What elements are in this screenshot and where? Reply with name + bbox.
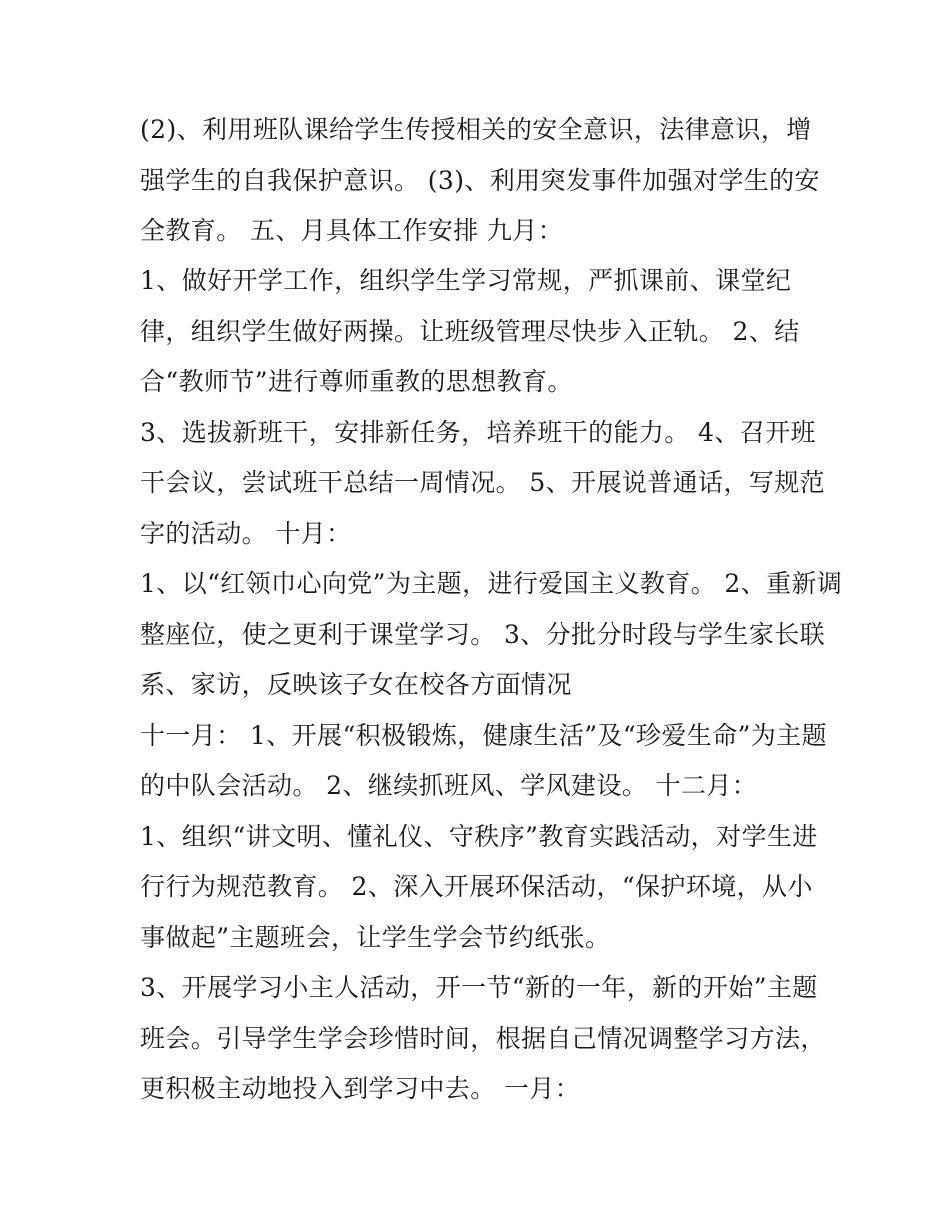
text-line: 字的活动。 十月： [140,519,352,548]
text-line: 事做起”主题班会，让学生学会节约纸张。 [140,923,611,952]
text-line: 强学生的自我保护意识。 (3)、利用突发事件加强对学生的安 [140,166,820,195]
text-line: (2)、利用班队课给学生传授相关的安全意识，法律意识，增 [140,115,812,144]
text-line: 律，组织学生做好两操。让班级管理尽快步入正轨。 2、结 [140,317,800,346]
text-line: 1、以“红领巾心向党”为主题，进行爱国主义教育。 2、重新调 [140,569,843,598]
text-line: 的中队会活动。 2、继续抓班风、学风建设。 十二月： [140,771,758,800]
text-line: 整座位，使之更利于课堂学习。 3、分批分时段与学生家长联 [140,620,826,649]
text-line: 3、开展学习小主人活动，开一节“新的一年，新的开始”主题 [140,973,818,1002]
text-line: 1、做好开学工作，组织学生学习常规，严抓课前、课堂纪 [140,266,792,295]
text-line: 班会。引导学生学会珍惜时间，根据自己情况调整学习方法， [140,1024,826,1053]
text-line: 行行为规范教育。 2、深入开展环保活动，“保护环境，从小 [140,872,813,901]
text-line: 1、组织“讲文明、懂礼仪、守秩序”教育实践活动，对学生进 [140,822,818,851]
text-line: 合“教师节”进行尊师重教的思想教育。 [140,367,573,396]
text-line: 3、选拔新班干，安排新任务，培养班干的能力。 4、召开班 [140,418,816,447]
text-line: 全教育。 五、月具体工作安排 九月： [140,216,564,245]
text-line: 十一月： 1、开展“积极锻炼，健康生活”及“珍爱生命”为主题 [140,721,827,750]
text-line: 干会议，尝试班干总结一周情况。 5、开展说普通话，写规范 [140,468,826,497]
text-line: 更积极主动地投入到学习中去。 一月： [140,1074,581,1103]
text-line: 系、家访，反映该子女在校各方面情况 [140,670,572,699]
